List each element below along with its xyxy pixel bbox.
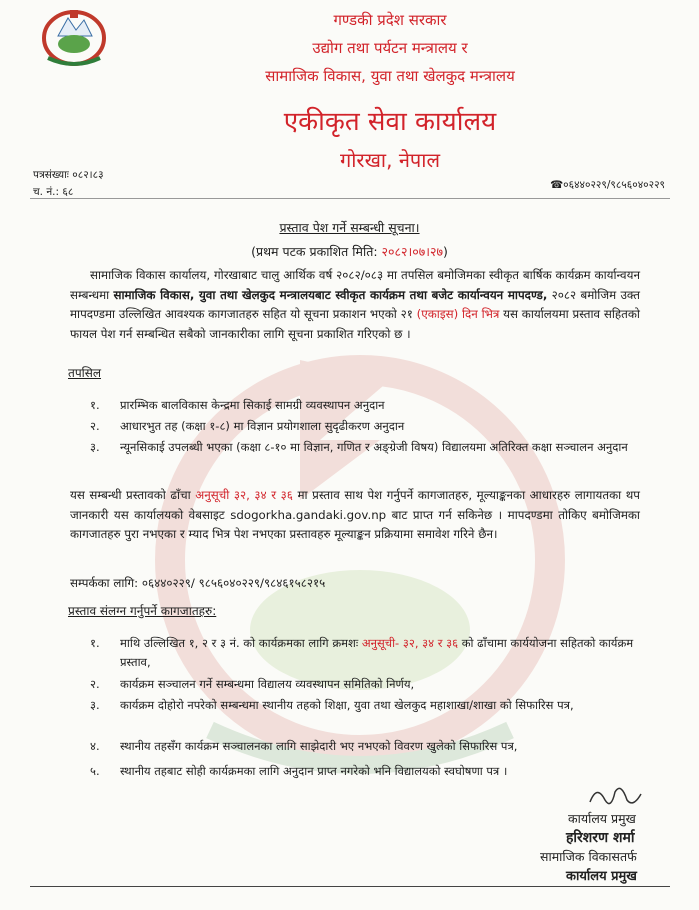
header-office-name: एकीकृत सेवा कार्यालय [283, 107, 497, 137]
document-item-number: २. [90, 677, 100, 691]
document-item-number: ५. [90, 764, 100, 778]
notice-paragraph-1 [70, 266, 640, 344]
tapsil-item-number: २. [90, 419, 100, 433]
signature-name: हरिशरण शर्मा [566, 830, 635, 846]
p2-text-a: यस सम्बन्धी प्रस्तावको ढाँचा [70, 488, 196, 502]
contact-line: सम्पर्कका लागि: ०६४४०२२९/ ९८५६०४०२२९/९८४६१५८२१५ [70, 576, 326, 590]
pubdate-value: २०८२।०७।२७ [381, 244, 444, 259]
notice-paragraph-2 [70, 486, 640, 545]
document-item-number: ३. [90, 698, 100, 712]
notice-subject: प्रस्ताव पेश गर्ने सम्बन्धी सूचना। [279, 220, 420, 235]
tapsil-item [90, 438, 635, 457]
header-line-province: गण्डकी प्रदेश सरकार [333, 11, 447, 29]
p1-text-a: सामाजिक विकास कार्यालय, गोरखाबाट चालु आर्थिक वर्ष २०८२/०८३ मा तपसिल बमोजिमका स्वीकृत बार्षिक कार्यक्रम कार्यान्वयन सम्बन्धमा [70, 268, 640, 302]
pubdate-suffix: ) [443, 244, 448, 259]
publication-date [0, 243, 699, 260]
signature-department: सामाजिक विकासतर्फ [540, 849, 637, 864]
document-item [90, 762, 635, 781]
doc1-text-c: को ढाँचामा कार्ययोजना सहितको कार्यक्रम प्रस्ताव, [120, 636, 634, 669]
document-item-number: ४. [90, 739, 100, 753]
tapsil-item [90, 417, 635, 436]
header-divider [30, 198, 670, 199]
p2-text-c: मा प्रस्ताव साथ पेश गर्नुपर्ने कागजातहरु, मूल्याङ्कनका आधारहरु लागायतका थप जानकारी यस कार्यालयको वेबसाइट sdogorkha.gandaki.gov.np बाट प्राप्त गर्न सकिनेछ । मापदण्डमा तोकिए बमोजिमका कागजातहरु पुरा नभएका र म्याद भित्र पेश नभएका प्रस्तावहरु मूल्याङ्कन प्रक्रियामा समावेश गरिने छैन। [70, 488, 640, 541]
document-item-text: स्थानीय तहसँग कार्यक्रम सञ्चालनका लागि साझेदारी भए नभएको विवरण खुलेको सिफारिस पत्र, [120, 739, 518, 753]
phone-number: ☎०६४४०२२९/९८५६०४०२२९ [550, 179, 665, 191]
document-item [90, 675, 635, 694]
document-item [90, 634, 635, 672]
header-location: गोरखा, नेपाल [339, 148, 441, 172]
doc1-annex: अनुसूची- ३२, ३४ र ३६ [361, 636, 459, 650]
tapsil-item-text: प्रारम्भिक बालविकास केन्द्रमा सिकाई सामग्री व्यवस्थापन अनुदान [120, 398, 385, 412]
tapsil-label: तपसिल [68, 366, 102, 380]
document-item-number: १. [90, 636, 100, 650]
signature-title: कार्यालय प्रमुख [568, 811, 636, 826]
p1-text-e: यस कार्यालयमा प्रस्ताव सहितको फायल पेश गर्न सम्बन्धित सबैको जानकारीका लागि सूचना प्रकाशित गरिएको छ । [70, 307, 640, 341]
reference-number: पत्रसंख्याः ०८२।८३ [33, 169, 104, 181]
signature-role: कार्यालय प्रमुख [566, 869, 637, 884]
footer-divider [30, 886, 670, 887]
document-item-text: कार्यक्रम सञ्चालन गर्ने सम्बन्धमा विद्यालय व्यवस्थापन समितिको निर्णय, [120, 677, 415, 691]
header-line-ministry-2: सामाजिक विकास, युवा तथा खेलकुद मन्त्रालय [265, 67, 515, 85]
document-item-text: कार्यक्रम दोहोरो नपरेको सम्बन्धमा स्थानीय तहको शिक्षा, युवा तथा खेलकुद महाशाखा/शाखा को सिफारिस पत्र, [120, 698, 574, 712]
tapsil-item-text: आधारभुत तह (कक्षा १-८) मा विज्ञान प्रयोगशाला सुदृढीकरण अनुदान [120, 419, 405, 433]
tapsil-item [90, 396, 635, 415]
tapsil-item-text: न्यूनसिकाई उपलब्धी भएका (कक्षा ८-१० मा विज्ञान, गणित र अङ्ग्रेजी विषय) विद्यालयमा अतिरिक्त कक्षा सञ्चालन अनुदान [120, 440, 628, 454]
p1-deadline: (एकाइस) दिन भित्र [416, 307, 500, 321]
documents-label: प्रस्ताव संलग्न गर्नुपर्ने कागजातहरु: [68, 604, 217, 618]
document-item [90, 696, 635, 715]
p1-text-c: २०८२ बमोजिम उक्त मापदण्डमा उल्लिखित आवश्यक कागजातहरु सहित यो सूचना प्रकाशन भएको २१ [70, 287, 640, 321]
document-item [90, 737, 635, 756]
p1-text-b: सामाजिक विकास, युवा तथा खेलकुद मन्त्रालयबाट स्वीकृत कार्यक्रम तथा बजेट कार्यान्वयन मापदण्ड, [113, 287, 548, 302]
tapsil-item-number: १. [90, 398, 100, 412]
pubdate-prefix: (प्रथम पटक प्रकाशित मिति: [251, 244, 382, 259]
nepal-emblem [36, 6, 112, 68]
document-item-text: स्थानीय तहबाट सोही कार्यक्रमका लागि अनुदान प्राप्त नगरेको भनि विद्यालयको स्वघोषणा पत्र । [120, 764, 508, 778]
header-line-ministry-1: उद्योग तथा पर्यटन मन्त्रालय र [312, 39, 468, 57]
p2-annex: अनुसूची ३२, ३४ र ३६ [195, 488, 293, 502]
doc1-text-a: माथि उल्लिखित १, २ र ३ नं. को कार्यक्रमका लागि क्रमशः [120, 636, 362, 650]
signature-scribble [585, 782, 645, 812]
dispatch-number: च. नं.: ६८ [33, 186, 74, 198]
tapsil-item-number: ३. [90, 440, 100, 454]
